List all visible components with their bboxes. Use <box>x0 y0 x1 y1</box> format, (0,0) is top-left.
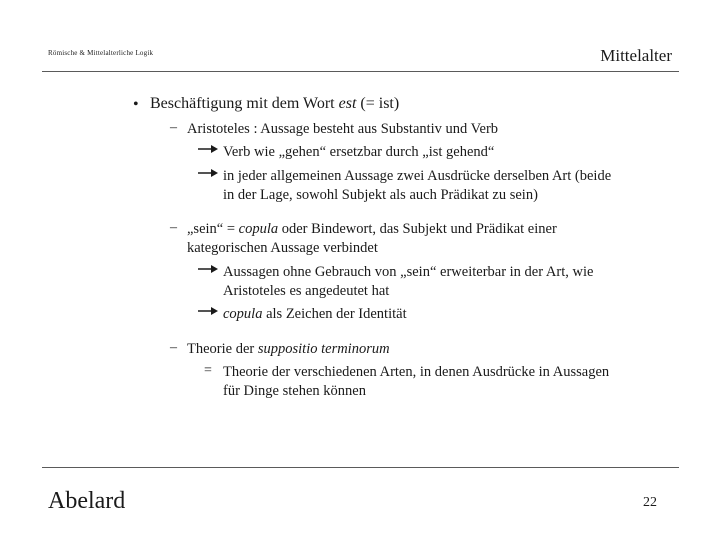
item1-arrow1-text: Verb wie „gehen“ ersetzbar durch „ist gehend“ <box>223 144 495 160</box>
item1-arrow2-line1: in jeder allgemeinen Aussage zwei Ausdrücke derselben Art (beide <box>223 168 612 184</box>
page-number: 22 <box>643 495 657 510</box>
item2-arrow2-post: als Zeichen der Identität <box>262 306 407 322</box>
bullet-dot: • <box>133 96 139 113</box>
item2-line1-pre: „sein“ = <box>187 221 239 237</box>
item2-arrow2-text <box>223 305 407 323</box>
dash-marker: – <box>170 220 177 235</box>
item2-line1-post: oder Bindewort, das Subjekt und Prädikat einer <box>278 221 557 237</box>
item2-arrow1-line1: Aussagen ohne Gebrauch von „sein“ erweiterbar in der Art, wie <box>223 264 594 280</box>
heading-text: Beschäftigung mit dem Wort <box>150 95 339 112</box>
header-left-title: Römische & Mittelalterliche Logik <box>48 49 154 57</box>
arrow-icon <box>198 264 218 274</box>
dash-marker: – <box>170 120 177 135</box>
heading-tail: (= ist) <box>356 95 400 112</box>
item3-pre: Theorie der <box>187 341 258 357</box>
item2-line2: kategorischen Aussage verbindet <box>187 240 378 256</box>
heading-italic: est <box>338 95 357 112</box>
item2-line1 <box>187 220 557 238</box>
dash-marker: – <box>170 340 177 355</box>
main-bullet-heading <box>150 95 399 113</box>
item3-italic: suppositio terminorum <box>257 341 390 357</box>
arrow-icon <box>198 168 218 178</box>
footer-title: Abelard <box>48 488 126 514</box>
item3-text <box>187 340 390 358</box>
bottom-divider <box>42 467 679 468</box>
header-right-title: Mittelalter <box>600 46 672 65</box>
item1-text: Aristoteles : Aussage besteht aus Substantiv und Verb <box>187 121 499 137</box>
item1-arrow2-line2: in der Lage, sowohl Subjekt als auch Prädikat zu sein) <box>223 187 538 203</box>
equals-marker: = <box>204 363 212 378</box>
item3-eq-line1: Theorie der verschiedenen Arten, in denen Ausdrücke in Aussagen <box>223 364 610 380</box>
arrow-icon <box>198 306 218 316</box>
item3-eq-line2: für Dinge stehen können <box>223 383 366 399</box>
arrow-icon <box>198 144 218 154</box>
item2-arrow1-line2: Aristoteles es angedeutet hat <box>223 283 390 299</box>
item2-arrow2-italic: copula <box>223 306 263 322</box>
item2-line1-italic: copula <box>238 221 279 237</box>
